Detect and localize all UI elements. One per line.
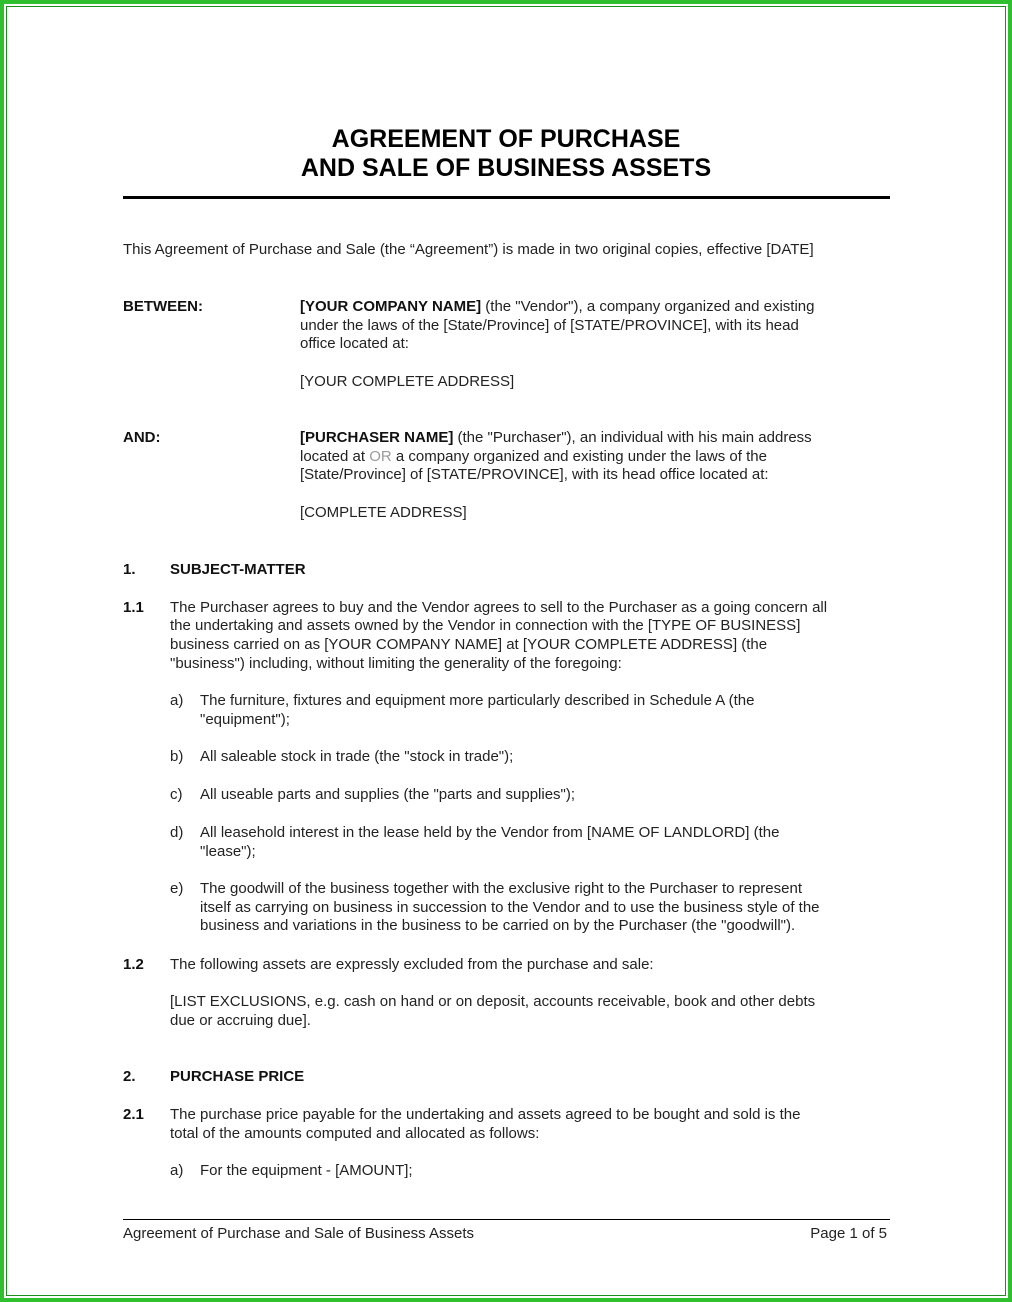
clause-1-1-line: "business") including, without limiting the generality of the foregoing: — [170, 655, 622, 672]
item-d-label: d) — [170, 824, 184, 841]
item-a-line: The furniture, fixtures and equipment more particularly described in Schedule A (the — [200, 692, 755, 709]
footer-document-title: Agreement of Purchase and Sale of Business Assets — [123, 1225, 475, 1242]
purchaser-line-1 — [300, 428, 812, 447]
clause-1-1-number: 1.1 — [123, 599, 144, 616]
clause-1-1-line: The Purchaser agrees to buy and the Vendor agrees to sell to the Purchaser as a going concern all — [170, 599, 828, 616]
section-2-number: 2. — [123, 1068, 136, 1085]
exclusions-line: [LIST EXCLUSIONS, e.g. cash on hand or on deposit, accounts receivable, book and other debts — [170, 993, 816, 1010]
between-label: BETWEEN: — [123, 298, 203, 315]
clause-1-2-number: 1.2 — [123, 956, 144, 973]
item-b-line: All saleable stock in trade (the "stock in trade"); — [200, 748, 514, 765]
item-d-line: All leasehold interest in the lease held by the Vendor from [NAME OF LANDLORD] (the — [200, 824, 780, 841]
intro-paragraph: This Agreement of Purchase and Sale (the “Agreement”) is made in two original copies, effective [DATE] — [123, 241, 814, 258]
clause-1-1-line: business carried on as [YOUR COMPANY NAME] at [YOUR COMPLETE ADDRESS] (the — [170, 636, 768, 653]
item-a-label: a) — [170, 692, 184, 709]
section-1-heading: SUBJECT-MATTER — [170, 561, 306, 578]
title-rule — [123, 196, 890, 199]
clause-2-1-number: 2.1 — [123, 1106, 144, 1123]
section-1-number: 1. — [123, 561, 136, 578]
vendor-line-2: under the laws of the [State/Province] of [STATE/PROVINCE], with its head — [300, 317, 799, 334]
purchaser-name: [PURCHASER NAME] — [300, 429, 454, 446]
title-line-1: AGREEMENT OF PURCHASE — [331, 125, 681, 153]
exclusions-line: due or accruing due]. — [170, 1012, 311, 1029]
purchaser-line-3: [State/Province] of [STATE/PROVINCE], with its head office located at: — [300, 466, 769, 483]
purchaser-line-2 — [300, 447, 767, 466]
item-a-line: "equipment"); — [200, 711, 290, 728]
item-c-line: All useable parts and supplies (the "parts and supplies"); — [200, 786, 576, 803]
item-c-label: c) — [170, 786, 183, 803]
item-e-line: itself as carrying on business in succession to the Vendor and to use the business style of the — [200, 899, 820, 916]
item-b-label: b) — [170, 748, 184, 765]
item-e-line: business and variations in the business to be carried on by the Purchaser (the "goodwill"). — [200, 917, 796, 934]
and-label: AND: — [123, 429, 161, 446]
purchaser-or: OR — [369, 448, 392, 465]
clause-1-1-line: the undertaking and assets owned by the Vendor in connection with the [TYPE OF BUSINESS] — [170, 617, 801, 634]
purchaser-line-1-rest: (the "Purchaser"), an individual with his main address — [453, 429, 812, 446]
footer-page-number: Page 1 of 5 — [810, 1225, 887, 1242]
vendor-address: [YOUR COMPLETE ADDRESS] — [300, 373, 515, 390]
clause-1-2-text: The following assets are expressly excluded from the purchase and sale: — [170, 956, 654, 973]
title-line-2: AND SALE OF BUSINESS ASSETS — [300, 154, 712, 182]
item-e-label: e) — [170, 880, 184, 897]
purchaser-line-2-pre: located at — [300, 448, 370, 465]
item-d-line: "lease"); — [200, 843, 256, 860]
price-item-a-text: For the equipment - [AMOUNT]; — [200, 1162, 413, 1179]
clause-2-1-line: The purchase price payable for the undertaking and assets agreed to be bought and sold is the — [170, 1106, 801, 1123]
vendor-name: [YOUR COMPANY NAME] — [300, 298, 482, 315]
purchaser-address: [COMPLETE ADDRESS] — [300, 504, 467, 521]
section-2-heading: PURCHASE PRICE — [170, 1068, 305, 1085]
vendor-line-3: office located at: — [300, 335, 409, 352]
footer-rule — [123, 1219, 890, 1220]
item-e-line: The goodwill of the business together with the exclusive right to the Purchaser to represent — [200, 880, 802, 897]
clause-2-1-line: total of the amounts computed and allocated as follows: — [170, 1125, 540, 1142]
vendor-line-1-rest: (the "Vendor"), a company organized and existing — [481, 298, 815, 315]
vendor-line-1 — [300, 297, 814, 316]
price-item-a-label: a) — [170, 1162, 184, 1179]
purchaser-line-2-post: a company organized and existing under the laws of the — [391, 448, 767, 465]
